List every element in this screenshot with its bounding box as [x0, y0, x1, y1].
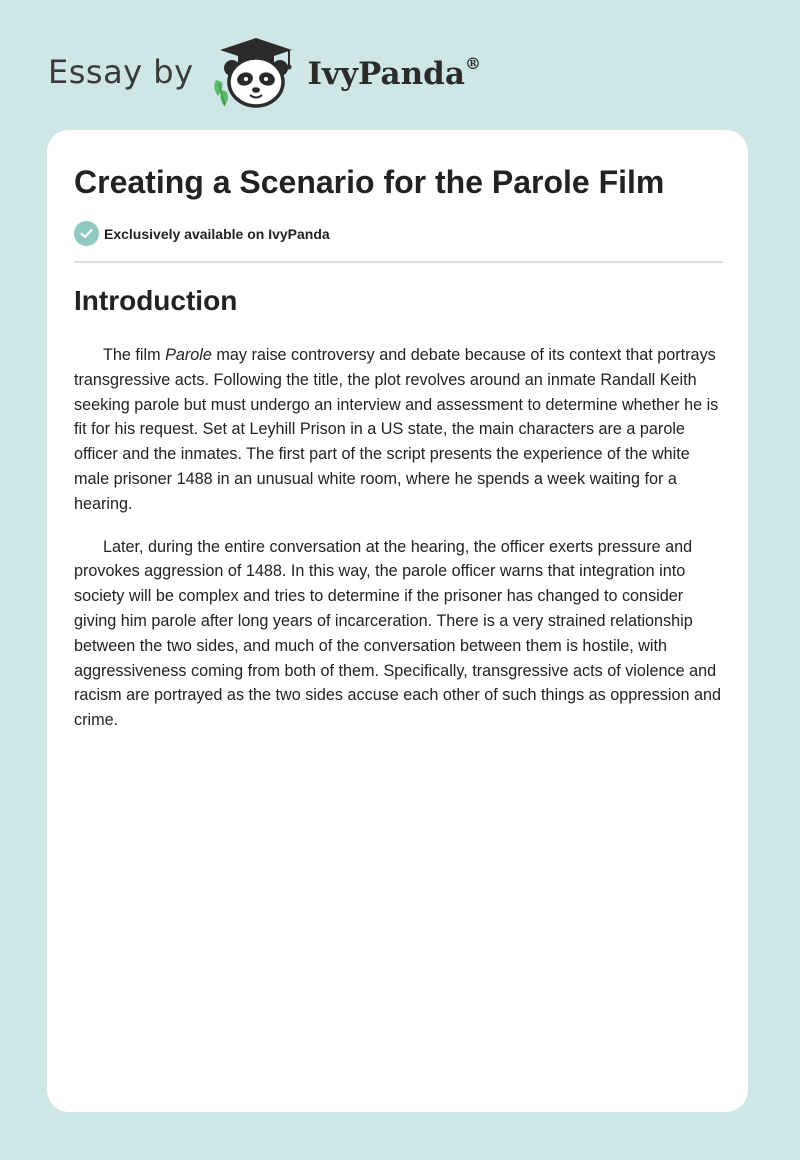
article-body: [74, 343, 726, 751]
paragraph: Later, during the entire conversation at the hearing, the officer exerts pressure and provokes aggression of 1488. In this way, the parole officer warns that integration into society will be complex and tries to determine if the prisoner has changed to consider giving him parole after long years of incarceration. There is a very strained relationship between the two sides, and much of the conversation between them is hostile, with aggressiveness coming from both of them. Specifically, transgressive acts of violence and racism are portrayed as the two sides accuse each other of such things as oppression and crime.: [74, 537, 721, 730]
essay-by-label: Essay by: [48, 53, 194, 91]
exclusive-badge: [74, 221, 330, 246]
film-title: Parole: [165, 346, 212, 364]
brand-name[interactable]: IvyPanda®: [307, 53, 481, 92]
divider: [74, 261, 723, 263]
check-circle-icon: [74, 221, 99, 246]
registered-mark: ®: [464, 53, 481, 73]
essay-card: [47, 130, 748, 1112]
section-heading: Introduction: [74, 285, 238, 316]
site-header: [48, 34, 481, 110]
exclusive-text: Exclusively available on IvyPanda: [104, 225, 330, 242]
panda-graduate-icon[interactable]: [210, 34, 300, 110]
paragraph: The film Parole may raise controversy and debate because of its context that portrays transgressive acts. Following the title, the plot revolves around an inmate Randall Keith seeking parole but must undergo an interview and assessment to determine whether he is fit for his request. Set at Leyhill Prison in a US state, the main characters are a parole officer and the inmates. The first part of the script presents the experience of the white male prisoner 1488 in an unusual white room, where he spends a week waiting for a hearing.: [74, 346, 719, 513]
page-title: Creating a Scenario for the Parole Film: [74, 164, 665, 200]
